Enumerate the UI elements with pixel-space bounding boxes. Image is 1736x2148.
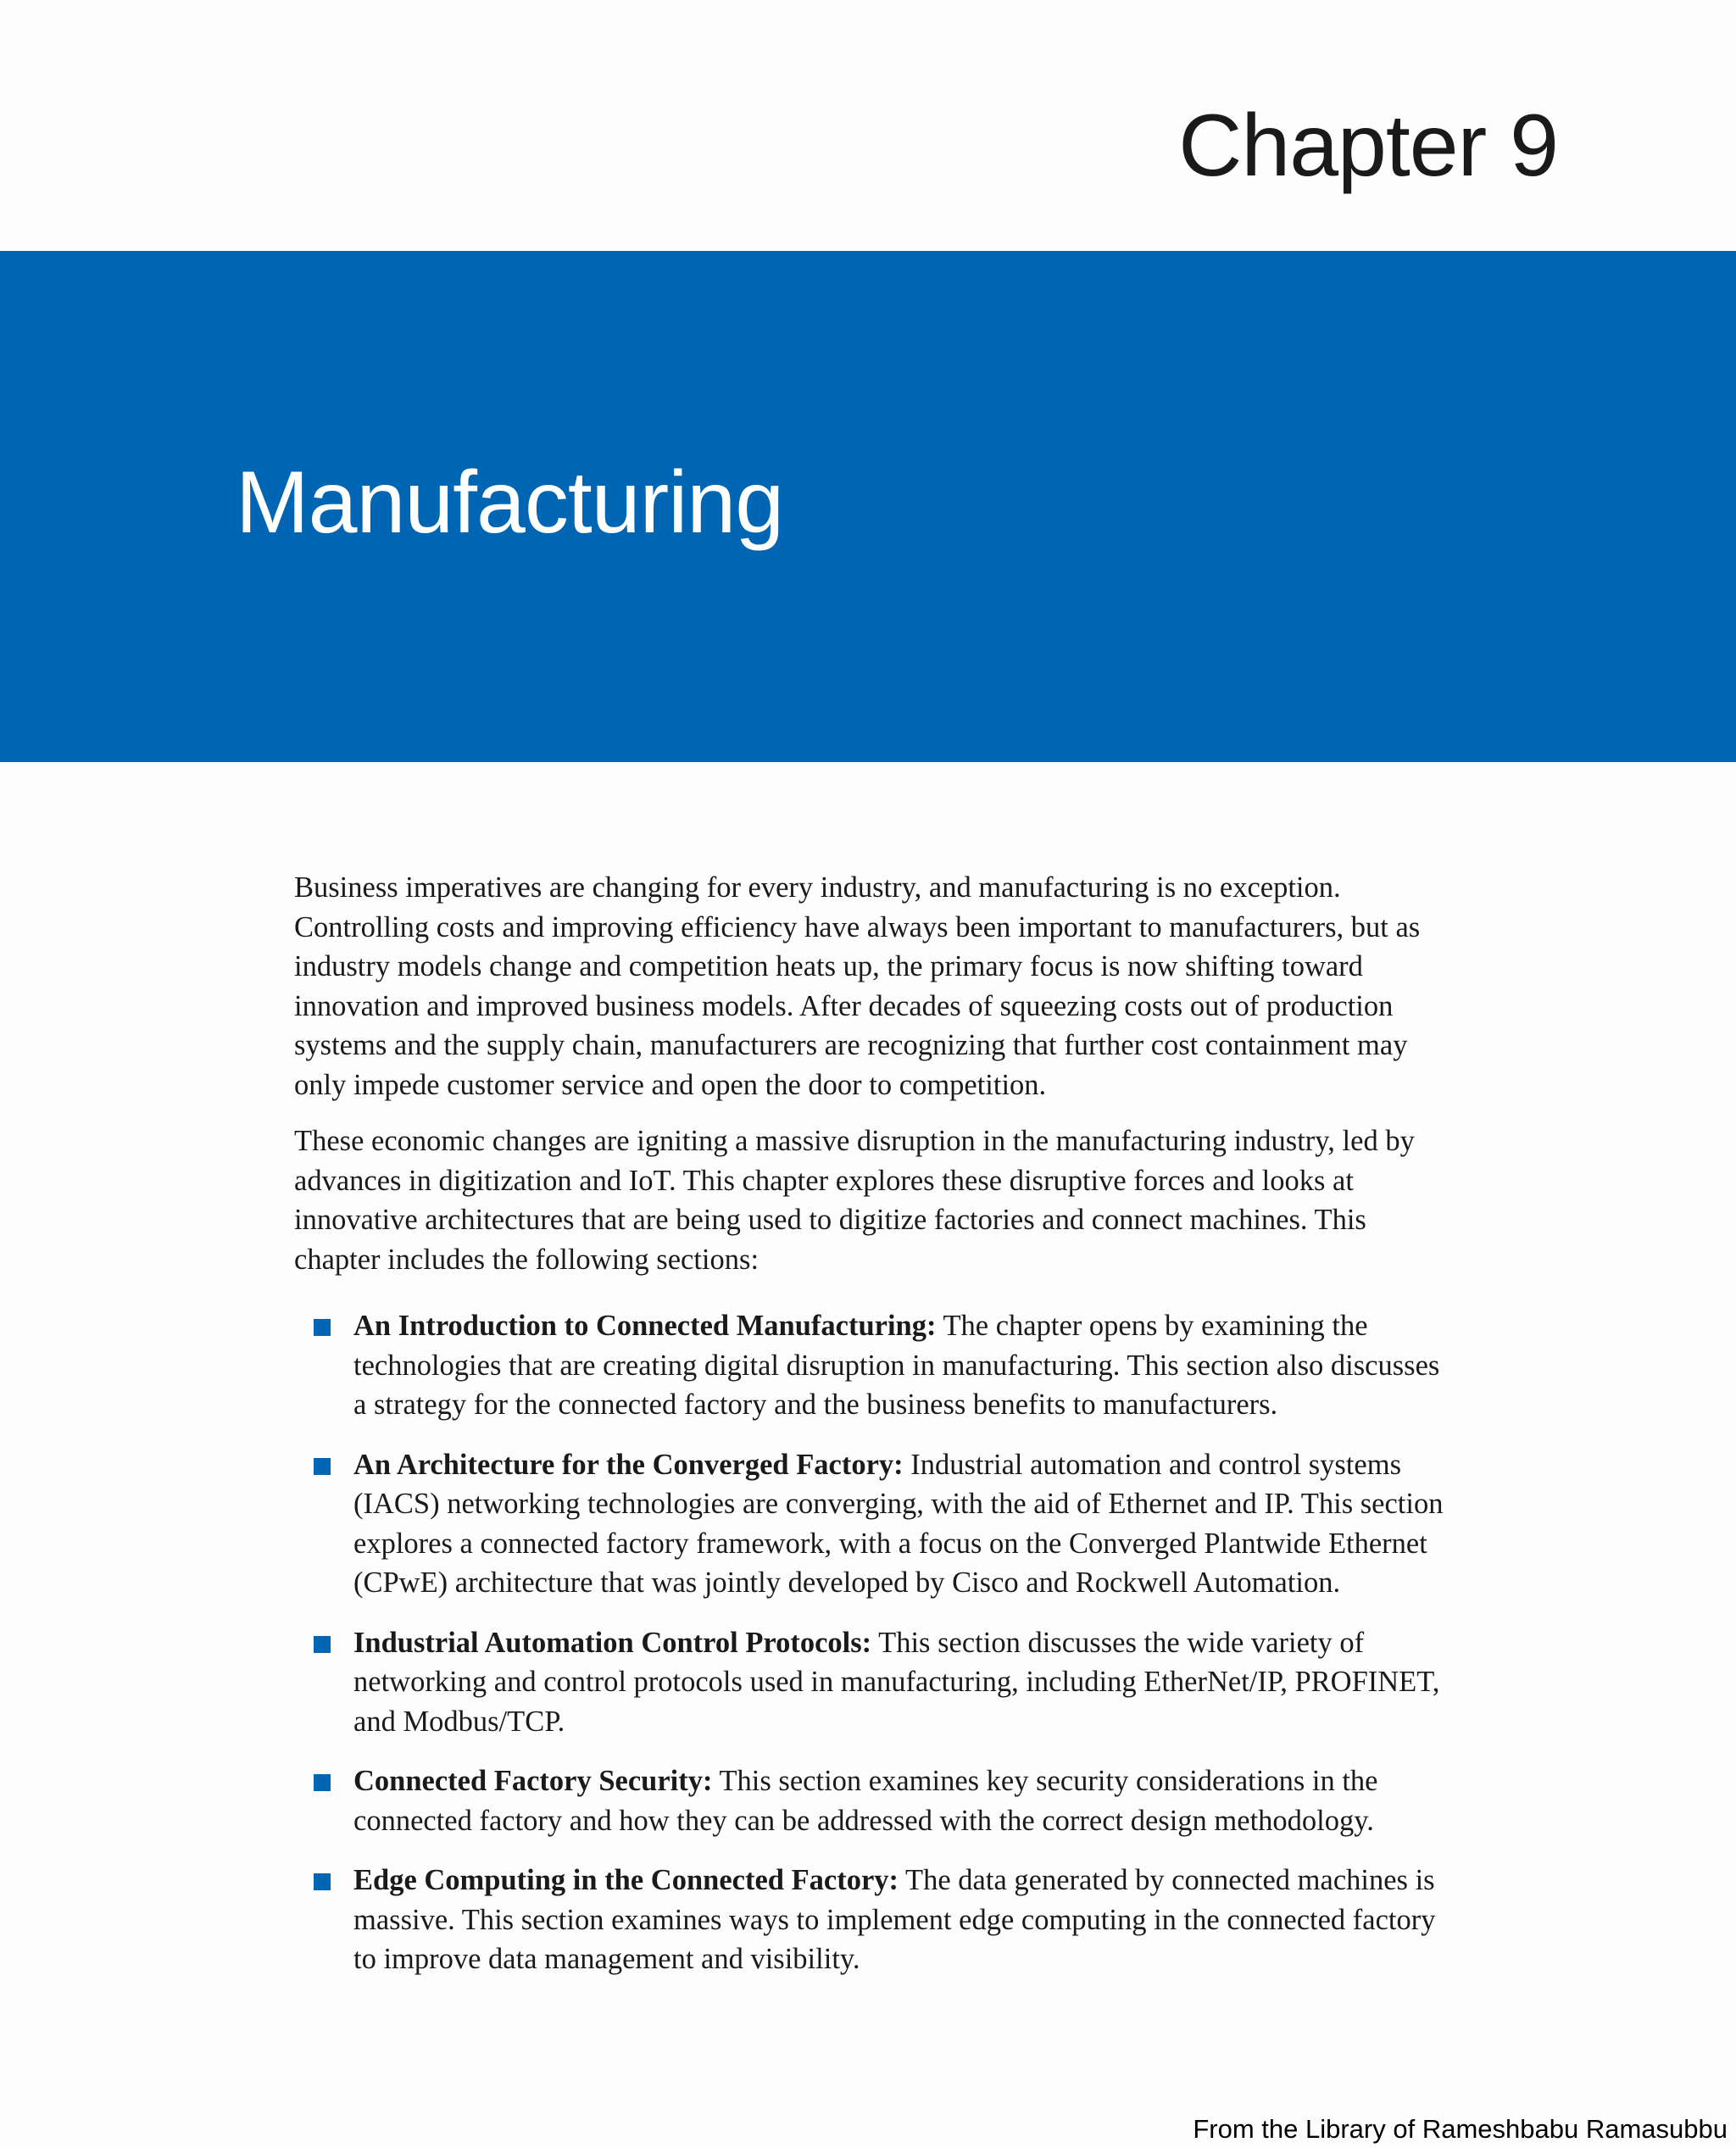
library-credit: From the Library of Rameshbabu Ramasubbu (1193, 2114, 1728, 2144)
list-item-title: Industrial Automation Control Protocols: (353, 1626, 872, 1659)
list-item (294, 1623, 1455, 1742)
list-item-text: The chapter opens by examining the technologies that are creating digital disruption in manufacturing. This section also discusses a strategy for the connected factory and the business benefits to manufacturers. (353, 1310, 1440, 1421)
section-list (294, 1306, 1455, 1979)
list-item-title: Edge Computing in the Connected Factory: (353, 1864, 899, 1896)
square-bullet-icon (314, 1319, 331, 1336)
list-item-text: This section discusses the wide variety of networking and control protocols used in manufacturing, including EtherNet/IP, PROFINET, and Modbus/TCP. (353, 1626, 1440, 1738)
chapter-title-band (0, 251, 1736, 762)
list-item (294, 1761, 1455, 1840)
intro-paragraph: These economic changes are igniting a massive disruption in the manufacturing industry, led by advances in digitization and IoT. This chapter explores these disruptive forces and looks at innovative architectures that are being used to digitize factories and connect machines. This chapter includes the following sections: (294, 1125, 1415, 1276)
square-bullet-icon (314, 1458, 331, 1475)
list-item (294, 1306, 1455, 1425)
chapter-body (294, 868, 1455, 2000)
list-item-text: The data generated by connected machines is massive. This section examines ways to implement edge computing in the connected factory to improve data management and visibility. (353, 1864, 1436, 1975)
list-item (294, 1861, 1455, 1979)
square-bullet-icon (314, 1774, 331, 1791)
list-item-title: An Introduction to Connected Manufacturing: (353, 1310, 937, 1342)
list-item-text: Industrial automation and control systems (IACS) networking technologies are converging, with the aid of Ethernet and IP. This section explores a connected factory framework, with a focus on the Converged Plantwide Ethernet (CPwE) architecture that was jointly developed by Cisco and Rockwell Automation. (353, 1448, 1444, 1599)
intro-paragraph: Business imperatives are changing for every industry, and manufacturing is no exception. Controlling costs and improving efficiency have always been important to manufacturers, but as industry models change and competition heats up, the primary focus is now shifting toward innovation and improved business models. After decades of squeezing costs out of production systems and the supply chain, manufacturers are recognizing that further cost containment may only impede customer service and open the door to competition. (294, 871, 1421, 1101)
list-item-title: An Architecture for the Converged Factory: (353, 1448, 904, 1481)
list-item-title: Connected Factory Security: (353, 1765, 713, 1797)
list-item (294, 1445, 1455, 1603)
chapter-number: Chapter 9 (1178, 97, 1558, 195)
square-bullet-icon (314, 1636, 331, 1653)
square-bullet-icon (314, 1873, 331, 1890)
chapter-title: Manufacturing (236, 454, 784, 552)
list-item-text: This section examines key security considerations in the connected factory and how they can be addressed with the correct design methodology. (353, 1765, 1378, 1837)
